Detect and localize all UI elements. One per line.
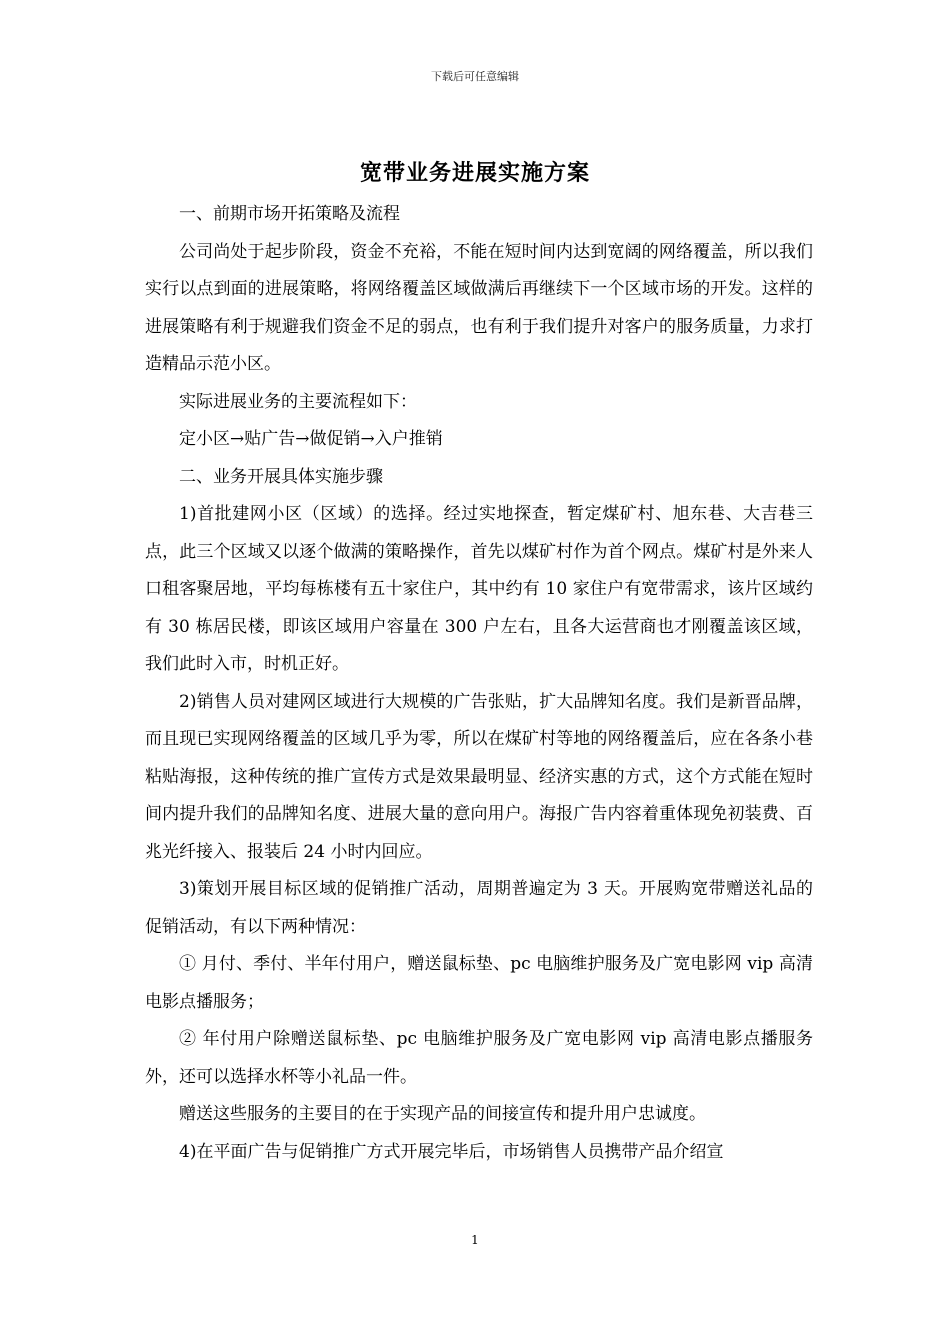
page-header-note: 下载后可任意编辑 xyxy=(431,70,519,83)
paragraph-process-intro: 实际进展业务的主要流程如下： xyxy=(179,391,417,412)
paragraph-purpose: 赠送这些服务的主要目的在于实现产品的间接宣传和提升用户忠诚度。 xyxy=(179,1104,706,1124)
section-heading-1: 一、前期市场开拓策略及流程 xyxy=(179,204,400,224)
paragraph-step-2: 2)销售人员对建网区域进行大规模的广告张贴，扩大品牌知名度。我们是新晋品牌，而且现已实现网络覆盖的区域几乎为零，所以在煤矿村等地的网络覆盖后，应在各条小巷粘贴海报，这种传统的推广宣传方式是效果最明显、经济实惠的方式，这个方式能在短时间内提升我们的品牌知名度、进展大量的意向用户。海报广告内容着重体现免初装费、百兆光纤接入、报装后 24 小时内回应。 xyxy=(145,691,813,862)
paragraph-strategy: 公司尚处于起步阶段，资金不充裕，不能在短时间内达到宽阔的网络覆盖，所以我们实行以点到面的进展策略，将网络覆盖区域做满后再继续下一个区域市场的开发。这样的进展策略有利于规避我们资金不足的弱点，也有利于我们提升对客户的服务质量，力求打造精品示范小区。 xyxy=(145,241,813,374)
document-title: 宽带业务进展实施方案 xyxy=(359,160,590,186)
paragraph-step-4: 4)在平面广告与促销推广方式开展完毕后，市场销售人员携带产品介绍宣 xyxy=(179,1141,724,1162)
paragraph-option-2: ② 年付用户除赠送鼠标垫、pc 电脑维护服务及广宽电影网 vip 高清电影点播服务外，还可以选择水杯等小礼品一件。 xyxy=(145,1029,813,1087)
paragraph-option-1: ① 月付、季付、半年付用户，赠送鼠标垫、pc 电脑维护服务及广宽电影网 vip 高清电影点播服务； xyxy=(145,954,813,1012)
paragraph-step-3: 3)策划开展目标区域的促销推广活动，周期普遍定为 3 天。开展购宽带赠送礼品的促销活动，有以下两种情况： xyxy=(145,879,813,937)
document-body xyxy=(145,196,813,1171)
page-number: 1 xyxy=(471,1233,479,1247)
section-heading-2: 二、业务开展具体实施步骤 xyxy=(179,466,383,487)
paragraph-step-1: 1)首批建网小区（区域）的选择。经过实地探查，暂定煤矿村、旭东巷、大吉巷三点，此三个区域又以逐个做满的策略操作，首先以煤矿村作为首个网点。煤矿村是外来人口租客聚居地，平均每栋楼有五十家住户，其中约有 10 家住户有宽带需求，该片区域约有 30 栋居民楼，即该区域用户容量在 300 户左右，且各大运营商也才刚覆盖该区域，我们此时入市，时机正好。 xyxy=(145,504,813,674)
paragraph-process-flow: 定小区→贴广告→做促销→入户推销 xyxy=(179,429,443,449)
